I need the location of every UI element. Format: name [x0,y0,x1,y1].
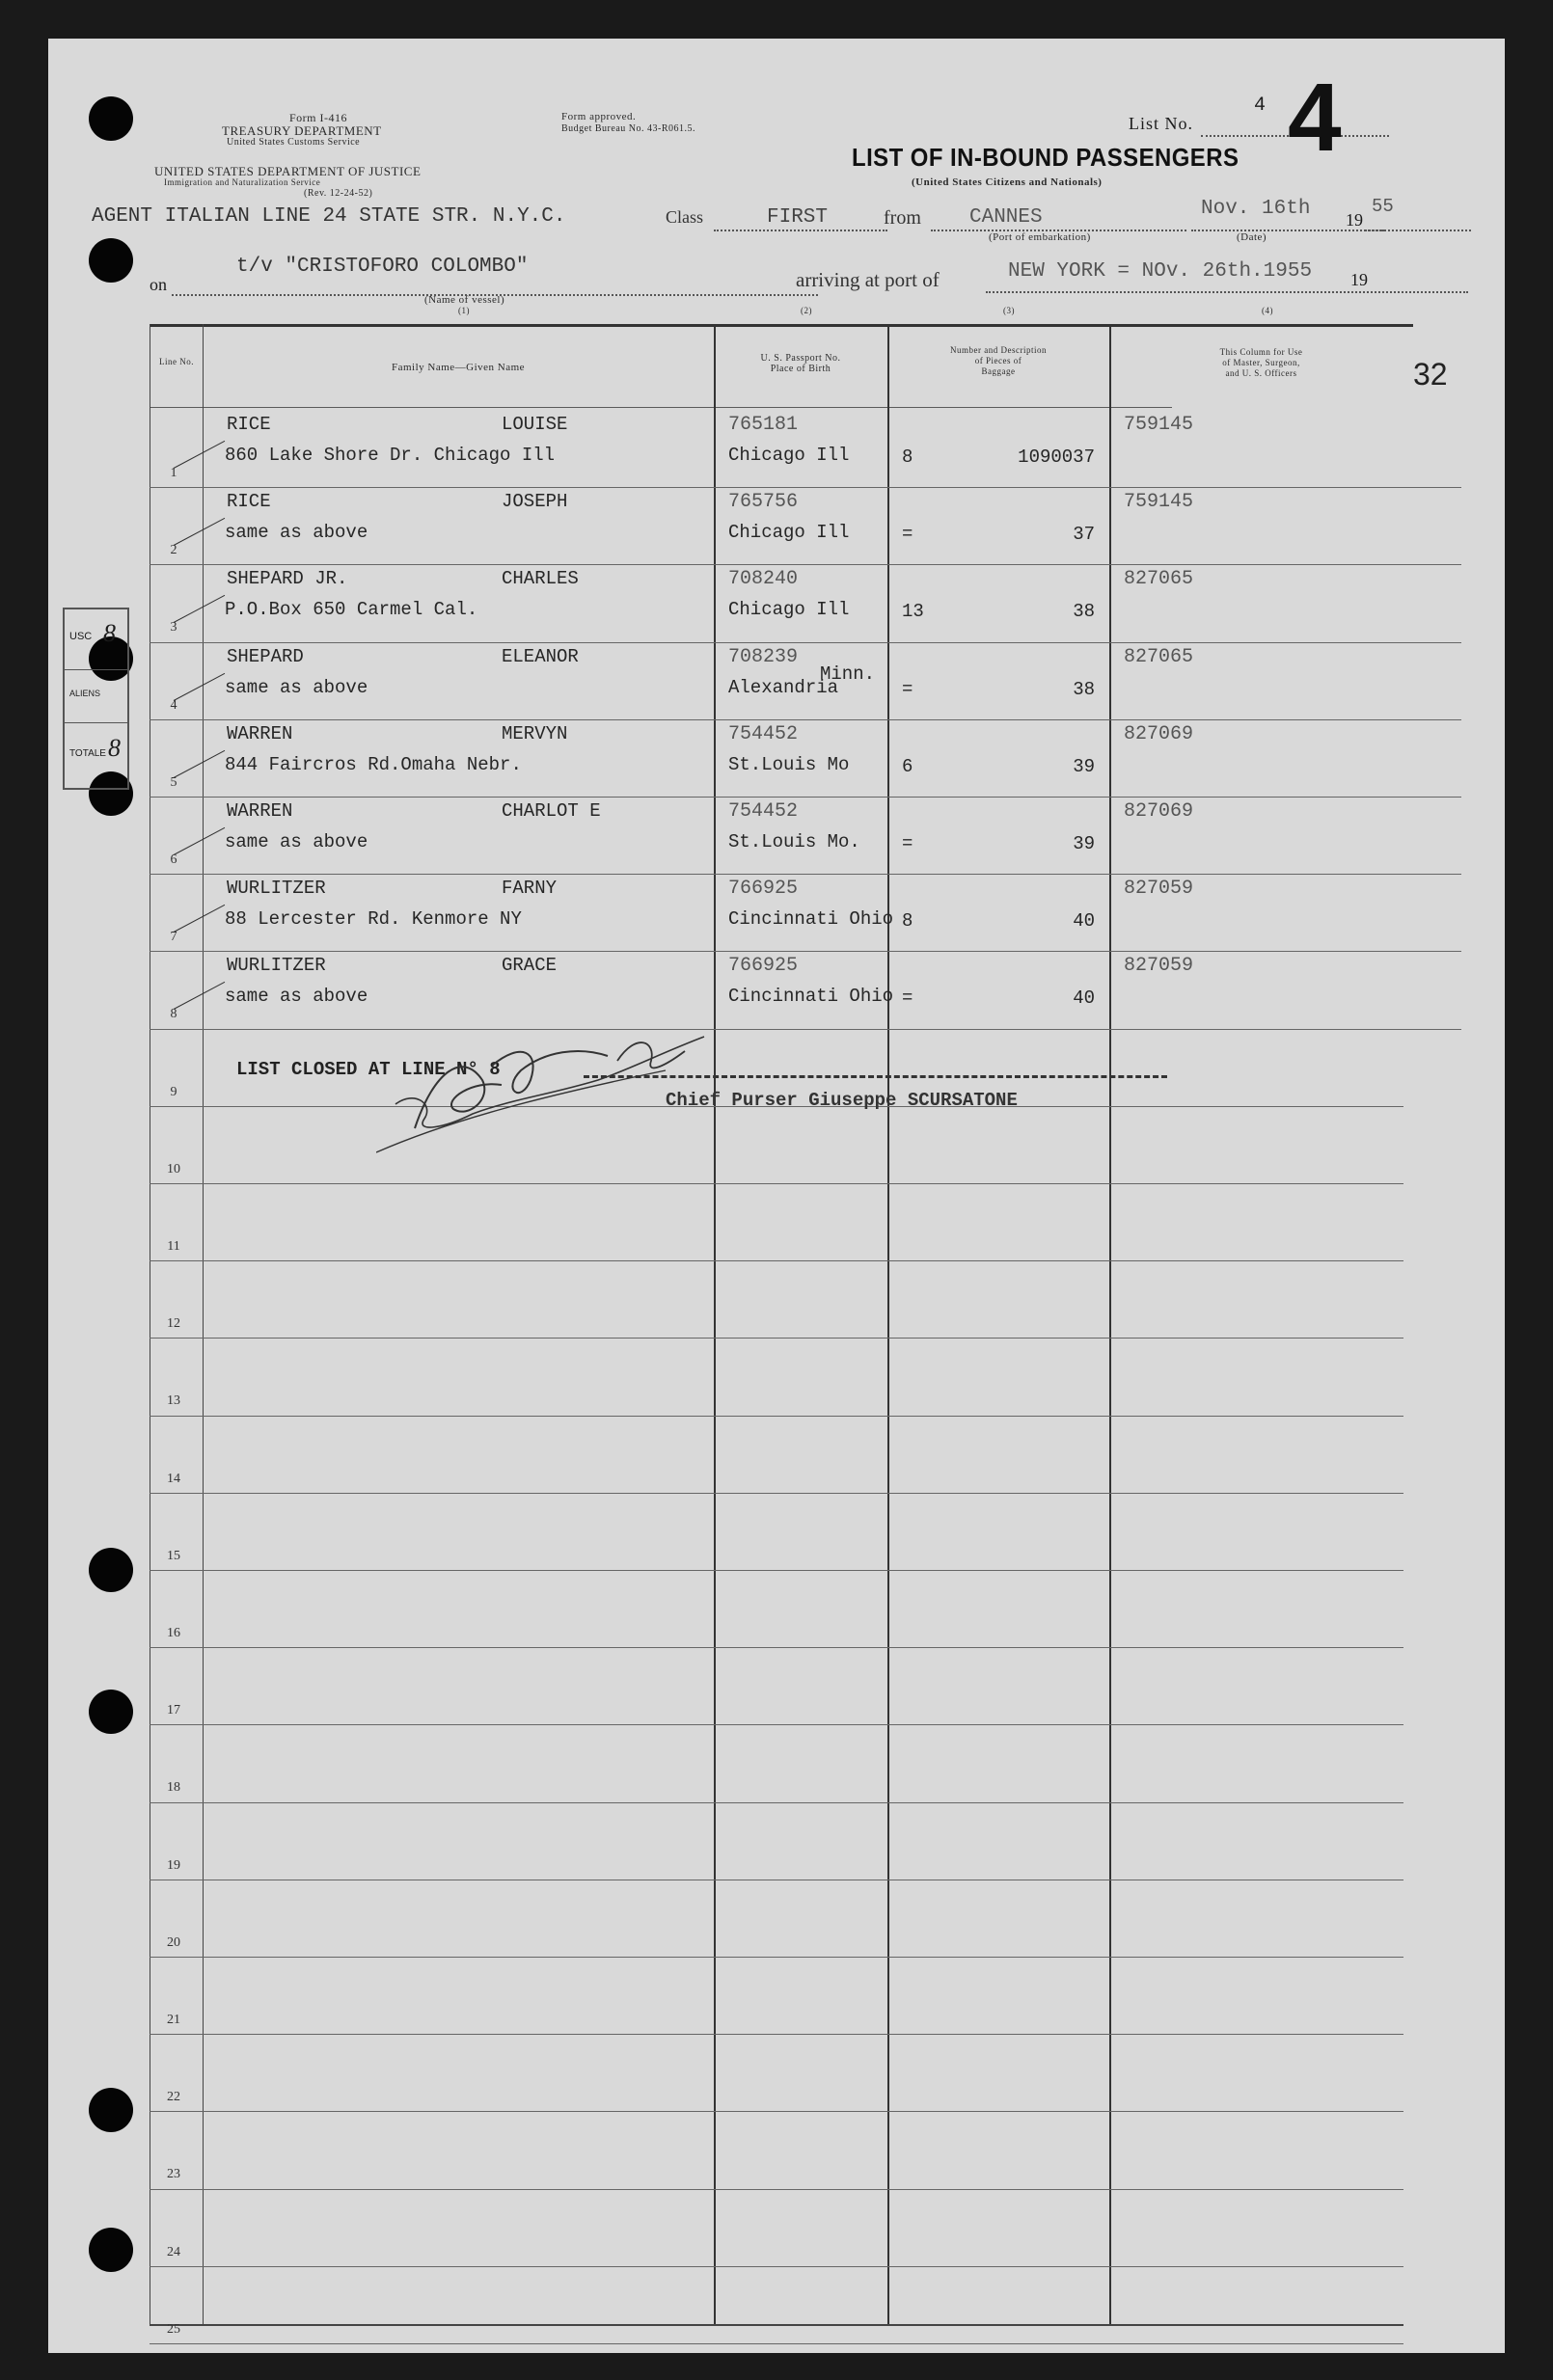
stamp-total-value: 8 [108,734,121,762]
passport-number: 708240 [728,568,799,591]
row-rule [150,1957,1403,1958]
row-rule [150,2189,1403,2190]
line-number: 11 [167,1239,180,1254]
given-name: CHARLOT E [502,800,601,822]
document-subtitle: (United States Citizens and Nationals) [912,176,1103,188]
line-number: 18 [167,1780,180,1796]
list-no-small: 4 [1254,95,1267,117]
punch-hole [89,238,133,283]
line-number: 19 [167,1857,180,1873]
place-of-birth: Cincinnati Ohio [728,908,894,931]
family-name: RICE [227,414,271,435]
address: 88 Lercester Rd. Kenmore NY [225,908,522,931]
passport-number: 765756 [728,491,799,514]
place-of-birth: St.Louis Mo. [728,831,860,852]
officer-number: 759145 [1124,491,1194,514]
line-number: 21 [167,2013,180,2027]
column-head-baggage-line: Number and Description [950,345,1047,355]
line-number: 10 [167,1161,180,1176]
passport-number: 754452 [728,800,799,823]
place-of-birth: Chicago Ill [728,522,850,544]
row-rule [150,642,1461,643]
row-rule [150,2343,1403,2344]
given-name: LOUISE [502,414,568,435]
list-no-label: List No. [1129,114,1194,133]
year-prefix: 19 [1346,210,1363,230]
punch-hole [89,2228,133,2272]
line-number: 23 [167,2167,180,2182]
column-head-name: Family Name—Given Name [391,362,526,373]
officer-number: 827065 [1124,645,1194,668]
line-number: 12 [167,1316,180,1332]
given-name: CHARLES [502,568,579,590]
column-num-4: (4) [1262,306,1273,315]
stamp-row [65,669,127,723]
line-number: 7 [170,930,177,945]
line-number: 14 [167,1471,180,1486]
row-rule [150,1724,1403,1725]
address: P.O.Box 650 Carmel Cal. [225,599,478,621]
address: same as above [225,522,368,544]
stamp-usc-value: 8 [103,619,116,647]
revision-date: (Rev. 12-24-52) [304,188,373,199]
line-number: 9 [170,1084,177,1099]
address: 860 Lake Shore Dr. Chicago Ill [225,445,556,466]
baggage-pieces: 6 [902,755,913,777]
on-label: on [150,275,167,294]
column-head-baggage-line: Baggage [981,366,1016,376]
class-value: FIRST [767,206,829,229]
line-number: 15 [167,1548,180,1563]
from-value: CANNES [969,206,1043,229]
department-of-justice: UNITED STATES DEPARTMENT OF JUSTICE [154,164,422,178]
line-number: 13 [167,1393,180,1409]
punch-hole [89,1548,133,1592]
column-head-officers-line: This Column for Use [1219,347,1303,357]
check-mark [174,595,225,623]
date-caption: (Date) [1237,231,1267,243]
address: 844 Faircros Rd.Omaha Nebr. [225,753,522,775]
place-of-birth: Chicago Ill [728,599,850,621]
column-head-passport-line: Place of Birth [770,364,831,374]
line-number: 17 [167,1703,180,1718]
baggage-number: 39 [1073,833,1095,854]
baggage-number: 40 [1073,910,1095,933]
list-no-big: 4 [1288,64,1342,172]
given-name: GRACE [502,955,558,977]
row-rule [150,2266,1403,2267]
family-name: SHEPARD JR. [227,568,348,590]
line-number: 22 [167,2090,180,2105]
address: same as above [225,831,368,852]
stamp-row [65,722,127,786]
check-mark [174,672,225,700]
class-label: Class [666,207,704,227]
agent-line: AGENT ITALIAN LINE 24 STATE STR. N.Y.C. [92,205,566,228]
punch-hole [89,2088,133,2132]
column-rule [203,324,204,2325]
vessel-caption-num: (1) [458,306,470,315]
officer-number: 827059 [1124,955,1194,978]
baggage-number: 38 [1073,678,1095,700]
line-number: 24 [167,2244,180,2259]
column-rule [1109,324,1111,2325]
manifest-sheet [48,39,1505,2353]
family-name: WURLITZER [227,955,326,977]
line-number: 4 [170,697,177,713]
year-value: 55 [1372,196,1394,217]
baggage-pieces: = [902,833,913,854]
baggage-pieces: = [902,524,913,546]
line-number: 20 [167,1934,180,1950]
port-caption: (Port of embarkation) [989,231,1091,243]
family-name: WARREN [227,800,293,822]
year-underline [1365,230,1471,231]
line-number: 8 [170,1007,177,1022]
handwritten-signature [376,1013,781,1157]
baggage-pieces: 8 [902,910,913,933]
column-head-passport-line: U. S. Passport No. [760,353,841,364]
passport-number: 754452 [728,722,799,745]
arriving-value: NEW YORK = NOv. 26th.1955 [1008,260,1313,283]
ins-service: Immigration and Naturalization Service [164,177,321,187]
line-number: 3 [170,620,177,636]
family-name: WURLITZER [227,878,326,900]
stamp-row [65,609,127,670]
from-label: from [884,207,921,229]
row-rule [150,1493,1403,1494]
officer-number: 827069 [1124,800,1194,823]
baggage-number: 39 [1073,755,1095,777]
form-number: Form I-416 [289,111,347,124]
row-rule [150,1570,1403,1571]
form-approved: Form approved. [561,111,637,122]
baggage-number: 38 [1073,601,1095,623]
column-head-officers [1114,347,1408,379]
baggage-pieces: = [902,987,913,1010]
vessel-name: t/v "CRISTOFORO COLOMBO" [236,256,529,278]
officer-number: 759145 [1124,414,1194,436]
place-of-birth-state: Minn. [820,663,876,685]
officer-number: 827065 [1124,568,1194,591]
treasury-department: TREASURY DEPARTMENT [222,123,382,138]
family-name: WARREN [227,722,293,744]
family-name: RICE [227,491,271,513]
class-underline [714,230,887,231]
passport-number: 765181 [728,414,799,436]
row-rule [150,1416,1403,1417]
place-of-birth: St.Louis Mo [728,753,850,775]
column-rule [714,324,716,2325]
passport-number: 766925 [728,878,799,901]
row-rule [150,1029,1461,1030]
given-name: FARNY [502,878,558,900]
baggage-number: 40 [1073,987,1095,1010]
column-num-3: (3) [1003,306,1015,315]
row-rule [150,2111,1403,2112]
line-number: 16 [167,1626,180,1640]
punch-hole [89,1690,133,1734]
column-head-officers-line: of Master, Surgeon, [1222,358,1300,367]
given-name: MERVYN [502,722,568,744]
column-head-line-no: Line No. [159,357,194,366]
column-head-passport [719,353,883,374]
table-bottom-rule [150,2324,1403,2326]
given-name: ELEANOR [502,645,579,667]
check-mark [174,750,225,778]
punch-hole [89,96,133,141]
vessel-caption: (Name of vessel) [424,294,505,306]
row-rule [150,874,1461,875]
line-number: 6 [170,852,177,867]
table-header-rule [150,407,1172,408]
baggage-number: 1090037 [1018,446,1095,468]
stamp-total-label: TOTALE [69,748,106,759]
column-rule [887,324,889,2325]
check-mark [174,518,225,546]
customs-service: United States Customs Service [227,137,361,148]
officer-number: 827059 [1124,878,1194,901]
line-number: 1 [170,466,177,480]
baggage-pieces: 8 [902,446,913,468]
row-rule [150,2034,1403,2035]
line-number: 25 [167,2321,180,2337]
row-rule [150,719,1461,720]
line-number: 2 [170,543,177,558]
address: same as above [225,986,368,1008]
row-rule [150,951,1461,952]
passport-number: 766925 [728,955,799,978]
check-mark [174,441,225,469]
baggage-pieces: 13 [902,601,924,623]
row-rule [150,1183,1403,1184]
table-top-rule [150,324,1413,327]
row-rule [150,1338,1403,1339]
column-head-baggage [892,345,1104,377]
column-num-2: (2) [801,306,812,315]
baggage-number: 37 [1073,524,1095,546]
baggage-pieces: = [902,678,913,700]
arriving-year-prefix: 19 [1350,270,1368,289]
arriving-underline [986,291,1468,293]
check-mark [174,982,225,1010]
purser-signature: Chief Purser Giuseppe SCURSATONE [666,1090,1018,1111]
passport-number: 708239 [728,645,799,668]
place-of-birth: Cincinnati Ohio [728,986,894,1008]
line-number: 5 [170,774,177,790]
column-head-baggage-line: of Pieces of [974,356,1022,365]
count-stamp [63,608,129,790]
row-rule [150,487,1461,488]
page-number: 32 [1413,357,1448,392]
row-rule [150,564,1461,565]
family-name: SHEPARD [227,645,304,667]
row-rule [150,1260,1403,1261]
list-closed-text: LIST CLOSED AT LINE N° 8 [236,1059,501,1080]
check-mark [174,827,225,855]
address: same as above [225,676,368,698]
officer-number: 827069 [1124,722,1194,745]
stamp-aliens-label: ALIENS [69,689,101,698]
place-of-birth: Alexandria [728,676,839,698]
date-value: Nov. 16th [1201,198,1311,220]
check-mark [174,905,225,933]
stamp-usc-label: USC [69,631,93,642]
document-title: LIST OF IN-BOUND PASSENGERS [852,143,1240,172]
row-rule [150,1647,1403,1648]
row-rule [150,1802,1403,1803]
budget-bureau: Budget Bureau No. 43-R061.5. [561,123,695,134]
arriving-label: arriving at port of [796,268,940,291]
given-name: JOSEPH [502,491,568,513]
place-of-birth: Chicago Ill [728,445,850,466]
column-head-officers-line: and U. S. Officers [1225,368,1297,378]
row-rule [150,797,1461,798]
